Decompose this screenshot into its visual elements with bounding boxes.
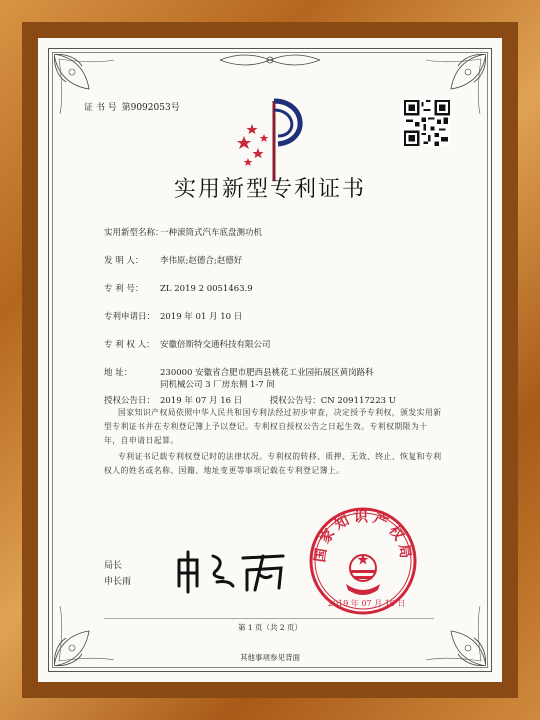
signer-title: 局长 xyxy=(104,561,123,571)
field-grant-info xyxy=(104,394,396,406)
field-patent-number xyxy=(104,282,253,294)
grant-number-value: CN 209117223 U xyxy=(320,396,396,406)
field-value: 230000 安徽省合肥市肥西县桃花工业园拓展区黄岗路科 xyxy=(160,368,374,378)
certificate-title: 实用新型专利证书 xyxy=(173,177,366,202)
grant-date-label: 授权公告日： xyxy=(104,396,156,406)
qr-code-icon xyxy=(404,100,450,146)
field-value: ZL 2019 2 0051463.9 xyxy=(160,284,253,294)
field-patentee xyxy=(104,338,271,350)
seal-date: 2019 年 07 月 16 日 xyxy=(328,599,406,608)
field-label: 专 利 权 人： xyxy=(104,340,155,350)
field-value: 安徽倍斯特交通科技有限公司 xyxy=(160,340,271,350)
grant-date-value: 2019 年 07 月 16 日 xyxy=(160,396,243,406)
certificate-paper xyxy=(38,38,502,682)
svg-text:国家知识产权局: 国家知识产权局 xyxy=(312,509,414,564)
corner-ornament-icon xyxy=(54,54,124,124)
field-value: 同机械公司 3 厂房东侧 1-7 间 xyxy=(160,380,275,390)
field-label: 专 利 号： xyxy=(104,284,144,294)
handwritten-signature xyxy=(173,546,293,596)
grant-paragraph: 国家知识产权局依照中华人民共和国专利法经过初步审查，决定授予专利权，颁发实用新型专利证书并在专利登记簿上予以登记。专利权自授权公告之日起生效。专利权期限为十年，自申请日起算。 xyxy=(104,408,442,445)
page-indicator: 第 1 页（共 2 页） xyxy=(237,623,303,632)
field-label: 地 址： xyxy=(104,368,133,378)
field-value: 2019 年 01 月 10 日 xyxy=(160,312,243,322)
field-label: 专利申请日： xyxy=(104,312,156,322)
field-address-line2 xyxy=(104,378,275,390)
field-value: 李伟原;赵德合;赵德好 xyxy=(160,256,243,266)
signer-name: 申长雨 xyxy=(104,577,132,587)
field-label: 发 明 人： xyxy=(104,256,144,266)
top-ornament-icon xyxy=(220,50,320,70)
legal-status-paragraph: 专利证书记载专利权登记时的法律状况。专利权的转移、质押、无效、终止、恢复和专利权人的姓名或名称、国籍、地址变更等事项记载在专利登记簿上。 xyxy=(104,452,442,475)
certificate-number-label: 证 书 号 xyxy=(84,103,117,113)
field-address xyxy=(104,366,374,378)
footer-divider xyxy=(104,618,434,619)
grant-number-label: 授权公告号： xyxy=(269,396,321,406)
field-value: 一种滚筒式汽车底盘测功机 xyxy=(160,228,263,238)
certificate-number xyxy=(84,100,182,113)
field-label: 实用新型名称： xyxy=(104,228,164,238)
field-application-date xyxy=(104,310,242,322)
field-inventors xyxy=(104,254,242,266)
field-utility-name xyxy=(104,226,262,238)
footer-note: 其他事项参见背面 xyxy=(240,653,300,662)
certificate-number-value: 第9092053号 xyxy=(121,103,180,113)
